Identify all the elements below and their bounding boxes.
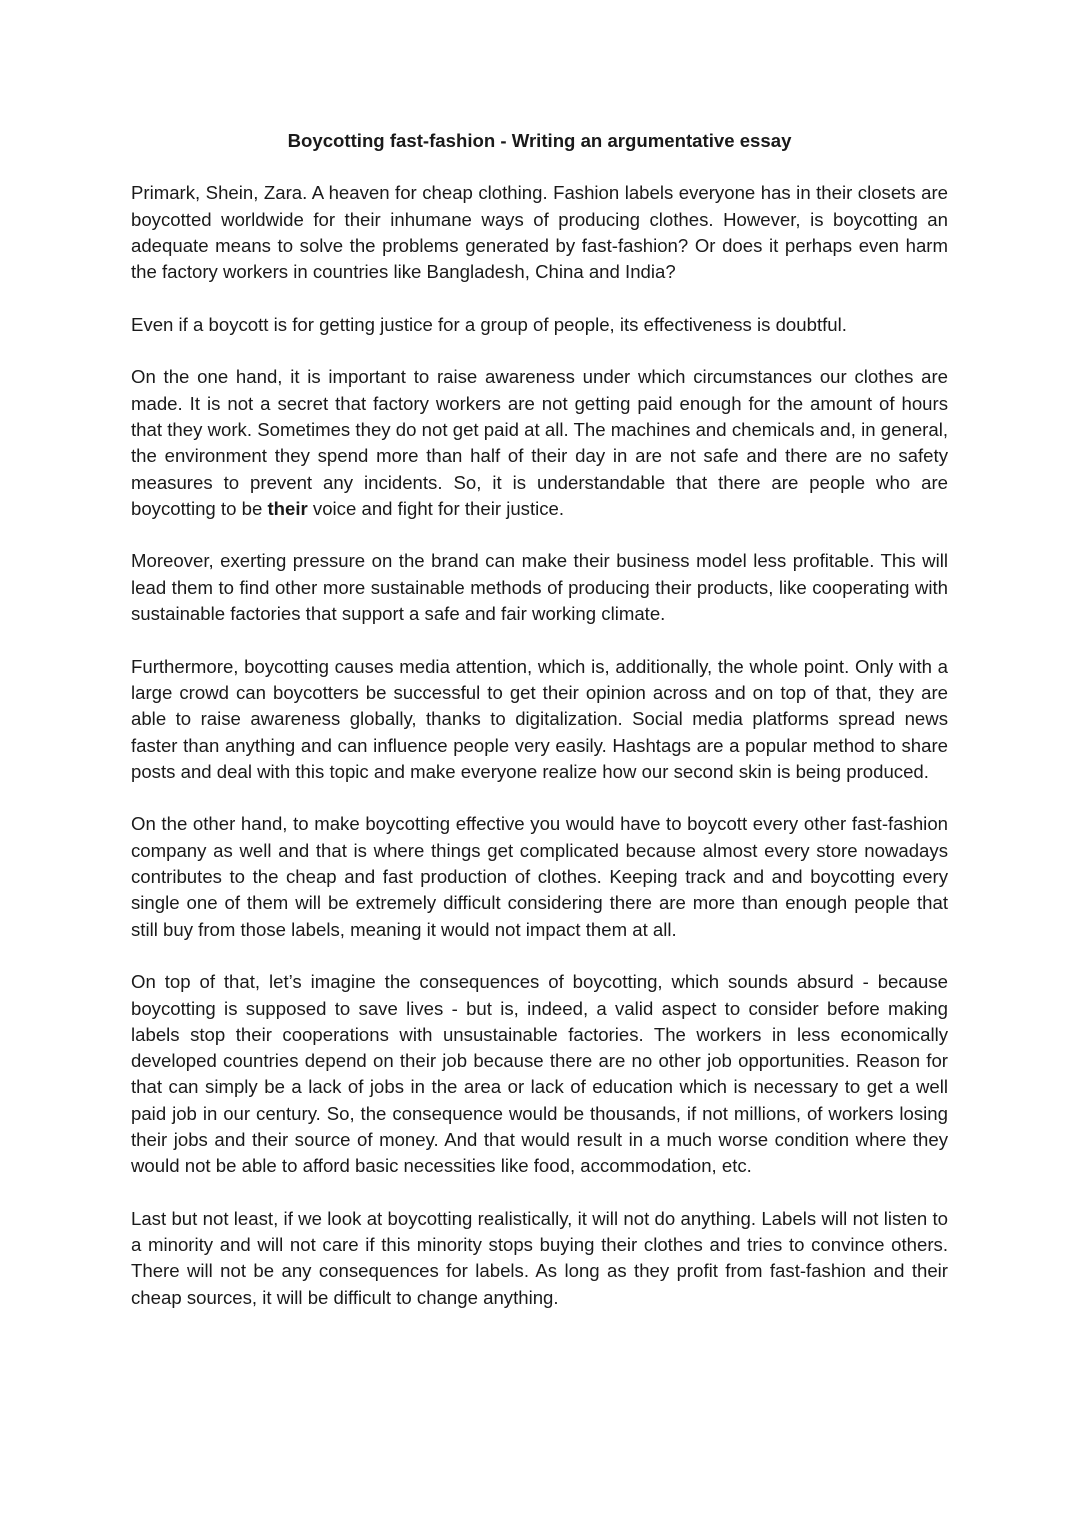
paragraph-awareness-text-after: voice and fight for their justice. (307, 497, 565, 519)
document-page (131, 128, 948, 1337)
paragraph-awareness (131, 364, 948, 522)
paragraph-media: Furthermore, boycotting causes media attention, which is, additionally, the whole point. Only with a large crowd can boycotters be successful to get their opinion across and on top of that, they are able to raise awareness globally, thanks to digitalization. Social media platforms spread news faster than anything and can influence people very easily. Hashtags are a popular method to share posts and deal with this topic and make everyone realize how our second skin is being produced. (131, 655, 948, 782)
paragraph-consequences: On top of that, let’s imagine the consequences of boycotting, which sounds absurd - because boycotting is supposed to save lives - but is, indeed, a valid aspect to consider before making labels stop their cooperations with unsustainable factories. The workers in less economically developed countries depend on their job because there are no other job opportunities. Reason for that can simply be a lack of jobs in the area or lack of education which is necessary to get a well paid job in our century. So, the consequence would be thousands, if not millions, of workers losing their jobs and their source of money. And that would result in a much worse condition where they would not be able to afford basic necessities like food, accommodation, etc. (131, 971, 948, 1177)
paragraph-thesis: Even if a boycott is for getting justice for a group of people, its effectiveness is doubtful. (131, 313, 847, 335)
paragraph-other-hand: On the other hand, to make boycotting effective you would have to boycott every other fast-fashion company as well and that is where things get complicated because almost every store nowadays contributes to the cheap and fast production of clothes. Keeping track and and boycotting every single one of them will be extremely difficult considering there are more than enough people that still buy from those labels, meaning it would not impact them at all. (131, 813, 948, 940)
paragraph-awareness-text-before: On the one hand, it is important to raise awareness under which circumstances our clothes are made. It is not a secret that factory workers are not getting paid enough for the amount of hours that they work. Sometimes they do not get paid at all. The machines and chemicals and, in general, the environment they spend more than half of their day in are not safe and there are no safety measures to prevent any incidents. So, it is understandable that there are people who are boycotting to be (131, 366, 948, 519)
paragraph-intro: Primark, Shein, Zara. A heaven for cheap clothing. Fashion labels everyone has in their closets are boycotted worldwide for their inhumane ways of producing clothes. However, is boycotting an adequate means to solve the problems generated by fast-fashion? Or does it perhaps even harm the factory workers in countries like Bangladesh, China and India? (131, 182, 948, 283)
document-title: Boycotting fast-fashion - Writing an argumentative essay (287, 130, 792, 151)
emphasized-word: their (267, 497, 308, 519)
paragraph-pressure: Moreover, exerting pressure on the brand can make their business model less profitable. This will lead them to find other more sustainable methods of producing their products, like cooperating with sustainable factories that support a safe and fair working climate. (131, 550, 948, 625)
paragraph-conclusion: Last but not least, if we look at boycotting realistically, it will not do anything. Labels will not listen to a minority and will not care if this minority stops buying their clothes and tries to convince others. There will not be any consequences for labels. As long as they profit from fast-fashion and their cheap sources, it will be difficult to change anything. (131, 1207, 948, 1308)
